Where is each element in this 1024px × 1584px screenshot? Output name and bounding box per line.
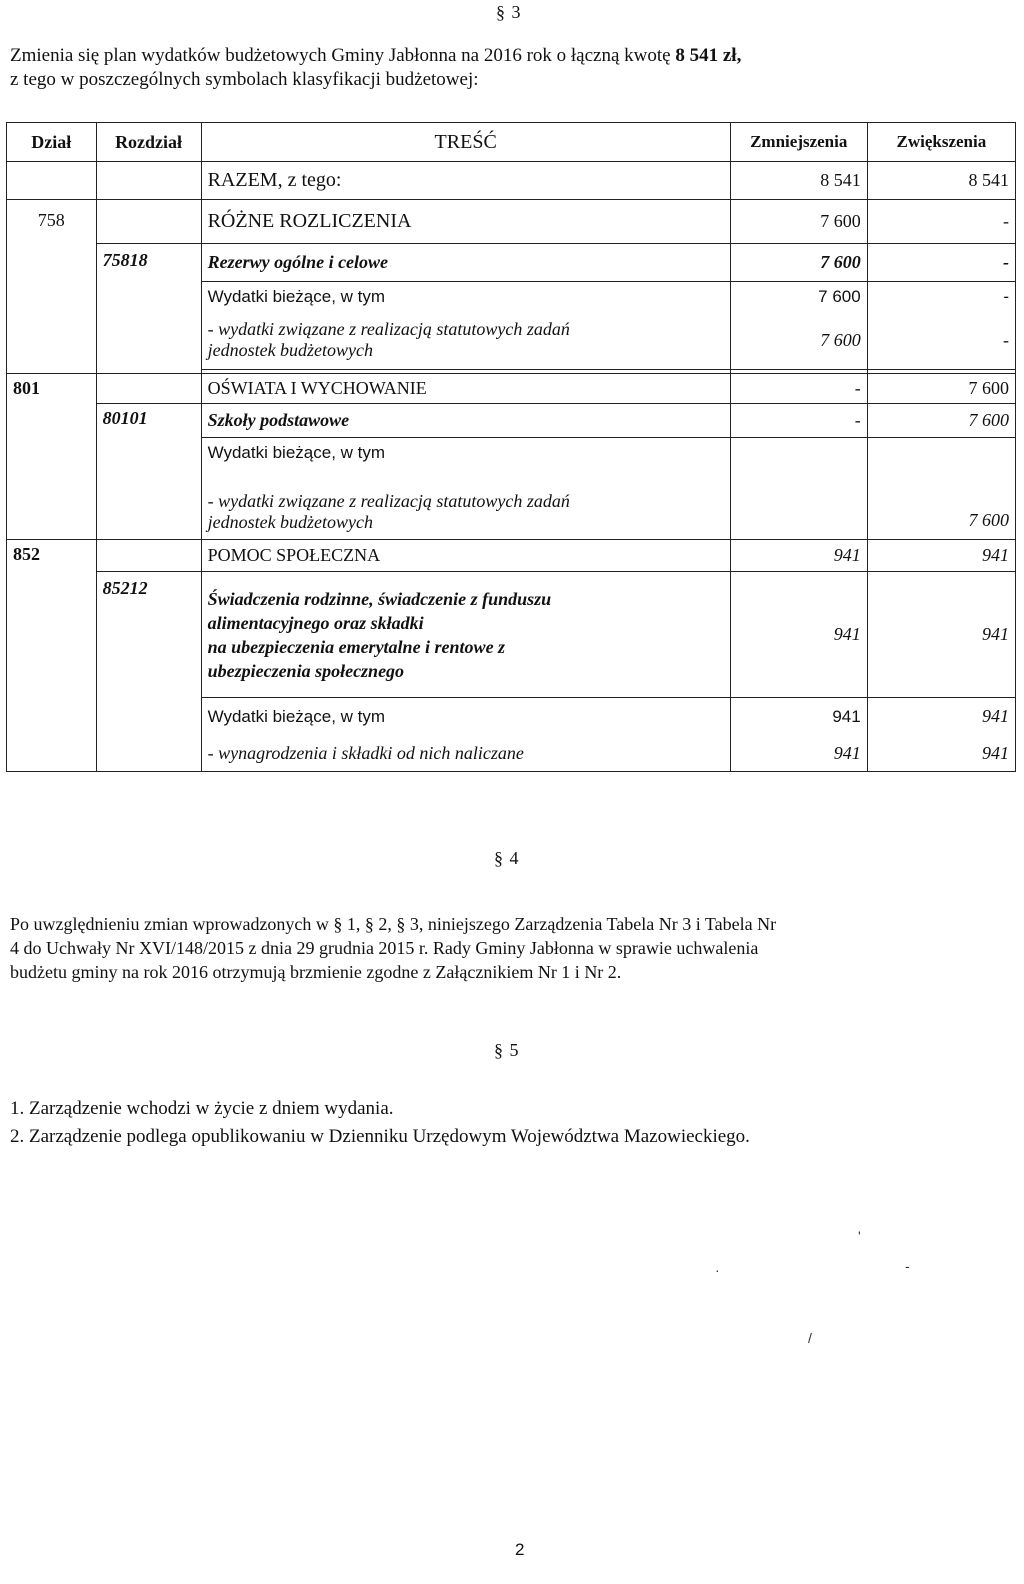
table-header-row bbox=[7, 123, 1016, 162]
wydatki-statutowe-line-1: - wydatki związane z realizacją statutowych zadań bbox=[207, 319, 570, 340]
section-4-line-3: budżetu gminy na rok 2016 otrzymują brzmienie zgodne z Załącznikiem Nr 1 i Nr 2. bbox=[10, 962, 622, 982]
scan-speck: - bbox=[905, 1258, 910, 1274]
rozdzial-85212-line-1: Świadczenia rodzinne, świadczenie z funduszu bbox=[207, 588, 552, 609]
scan-speck: · bbox=[715, 1262, 720, 1278]
header-tresc: TREŚĆ bbox=[201, 123, 730, 162]
wydatki-statutowe-line-2: jednostek budżetowych bbox=[207, 340, 374, 361]
intro-line-2: z tego w poszczególnych symbolach klasyfikacji budżetowej: bbox=[10, 69, 479, 90]
rozdzial-75818-zwiekszenia: - bbox=[867, 244, 1015, 282]
dzial-758-zmniejszenia: 7 600 bbox=[730, 200, 867, 244]
page-number: 2 bbox=[515, 1540, 525, 1559]
rozdzial-85212-line-2: alimentacyjnego oraz składki bbox=[207, 612, 424, 633]
rozdzial-80101-zwiekszenia: 7 600 bbox=[867, 404, 1015, 438]
dzial-852-zmniejszenia: 941 bbox=[730, 540, 867, 572]
section-3-heading: § 3 bbox=[496, 2, 522, 22]
wynagrodzenia-label: - wynagrodzenia i składki od nich naliczane bbox=[201, 736, 730, 772]
dzial-801-label: OŚWIATA I WYCHOWANIE bbox=[201, 374, 730, 404]
cell-empty bbox=[96, 200, 201, 244]
section-4-line-1: Po uwzględnieniu zmian wprowadzonych w § 1, § 2, § 3, niniejszego Zarządzenia Tabela Nr 3 i Tabela Nr bbox=[10, 914, 777, 934]
rozdzial-85212-zwiekszenia: 941 bbox=[867, 572, 1015, 698]
dzial-758-label: RÓŻNE ROZLICZENIA bbox=[201, 200, 730, 244]
dzial-801-zwiekszenia: 7 600 bbox=[867, 374, 1015, 404]
budget-table bbox=[6, 122, 1016, 772]
rozdzial-85212-line-4: ubezpieczenia społecznego bbox=[207, 660, 405, 681]
section-5-heading: § 5 bbox=[494, 1040, 520, 1060]
header-dzial: Dział bbox=[7, 123, 97, 162]
rozdzial-85212-label bbox=[201, 572, 730, 698]
wydatki-statutowe-zwiekszenia: 7 600 bbox=[867, 468, 1015, 540]
dzial-852-zwiekszenia: 941 bbox=[867, 540, 1015, 572]
rozdzial-75818-label: Rezerwy ogólne i celowe bbox=[201, 244, 730, 282]
scan-speck: ' bbox=[858, 1228, 861, 1244]
intro-text: Zmienia się plan wydatków budżetowych Gminy Jabłonna na 2016 rok o łączną kwotę bbox=[10, 45, 676, 66]
wydatki-statutowe-line-1: - wydatki związane z realizacją statutowych zadań bbox=[207, 491, 570, 511]
table-row-rozdzial-75818 bbox=[7, 244, 1016, 282]
cell-empty bbox=[7, 162, 97, 200]
razem-zwiekszenia: 8 541 bbox=[867, 162, 1015, 200]
wydatki-biezace-zwiekszenia: - bbox=[867, 282, 1015, 312]
rozdzial-75818-zmniejszenia: 7 600 bbox=[730, 244, 867, 282]
section-4-line-2: 4 do Uchwały Nr XVI/148/2015 z dnia 29 grudnia 2015 r. Rady Gminy Jabłonna w sprawie uchwalenia bbox=[10, 938, 759, 958]
wynagrodzenia-zwiekszenia: 941 bbox=[867, 736, 1015, 772]
section-4-heading: § 4 bbox=[494, 848, 520, 868]
wydatki-statutowe-line-2: jednostek budżetowych bbox=[207, 512, 374, 532]
wydatki-biezace-label: Wydatki bieżące, w tym bbox=[201, 282, 730, 312]
table-row-rozdzial-85212 bbox=[7, 572, 1016, 698]
rozdzial-75818-code: 75818 bbox=[96, 244, 201, 374]
section-5-item-1: 1. Zarządzenie wchodzi w życie z dniem wydania. bbox=[10, 1098, 394, 1119]
cell-empty bbox=[96, 162, 201, 200]
wydatki-statutowe-zmniejszenia: 7 600 bbox=[730, 312, 867, 370]
table-row-rozdzial-80101 bbox=[7, 404, 1016, 438]
razem-zmniejszenia: 8 541 bbox=[730, 162, 867, 200]
intro-line-1 bbox=[10, 44, 1014, 68]
wydatki-biezace-zmniejszenia: 7 600 bbox=[730, 282, 867, 312]
cell-empty bbox=[730, 438, 867, 468]
wydatki-biezace-label: Wydatki bieżące, w tym bbox=[201, 438, 730, 468]
intro-amount: 8 541 zł, bbox=[675, 45, 742, 66]
dzial-852-code: 852 bbox=[7, 540, 97, 772]
wydatki-statutowe-label bbox=[201, 468, 730, 540]
rozdzial-85212-code: 85212 bbox=[96, 572, 201, 772]
dzial-852-label: POMOC SPOŁECZNA bbox=[201, 540, 730, 572]
dzial-758-zwiekszenia: - bbox=[867, 200, 1015, 244]
rozdzial-85212-zmniejszenia: 941 bbox=[730, 572, 867, 698]
table-row-dzial-758 bbox=[7, 200, 1016, 244]
rozdzial-80101-label: Szkoły podstawowe bbox=[201, 404, 730, 438]
cell-empty bbox=[96, 374, 201, 404]
wydatki-statutowe-zwiekszenia: - bbox=[867, 312, 1015, 370]
table-row-dzial-852 bbox=[7, 540, 1016, 572]
header-rozdzial: Rozdział bbox=[96, 123, 201, 162]
section-4-paragraph bbox=[10, 912, 1014, 984]
razem-label: RAZEM, z tego: bbox=[201, 162, 730, 200]
rozdzial-85212-line-3: na ubezpieczenia emerytalne i rentowe z bbox=[207, 636, 506, 657]
wydatki-biezace-zmniejszenia: 941 bbox=[730, 698, 867, 736]
scan-speck: / bbox=[808, 1330, 812, 1346]
intro-paragraph bbox=[10, 44, 1014, 92]
cell-empty bbox=[96, 540, 201, 572]
table-row-razem bbox=[7, 162, 1016, 200]
table-row-dzial-801 bbox=[7, 374, 1016, 404]
header-zwiekszenia: Zwiększenia bbox=[867, 123, 1015, 162]
header-zmniejszenia: Zmniejszenia bbox=[730, 123, 867, 162]
cell-empty bbox=[730, 468, 867, 540]
cell-empty bbox=[867, 438, 1015, 468]
section-5-item-2: 2. Zarządzenie podlega opublikowaniu w Dzienniku Urzędowym Województwa Mazowieckiego. bbox=[10, 1126, 750, 1147]
rozdzial-80101-zmniejszenia: - bbox=[730, 404, 867, 438]
wydatki-biezace-zwiekszenia: 941 bbox=[867, 698, 1015, 736]
wydatki-statutowe-label bbox=[201, 312, 730, 370]
wydatki-biezace-label: Wydatki bieżące, w tym bbox=[201, 698, 730, 736]
dzial-801-zmniejszenia: - bbox=[730, 374, 867, 404]
rozdzial-80101-code: 80101 bbox=[96, 404, 201, 540]
wynagrodzenia-zmniejszenia: 941 bbox=[730, 736, 867, 772]
dzial-801-code: 801 bbox=[7, 374, 97, 540]
dzial-758-code: 758 bbox=[7, 200, 97, 374]
section-5-list bbox=[10, 1095, 1014, 1151]
